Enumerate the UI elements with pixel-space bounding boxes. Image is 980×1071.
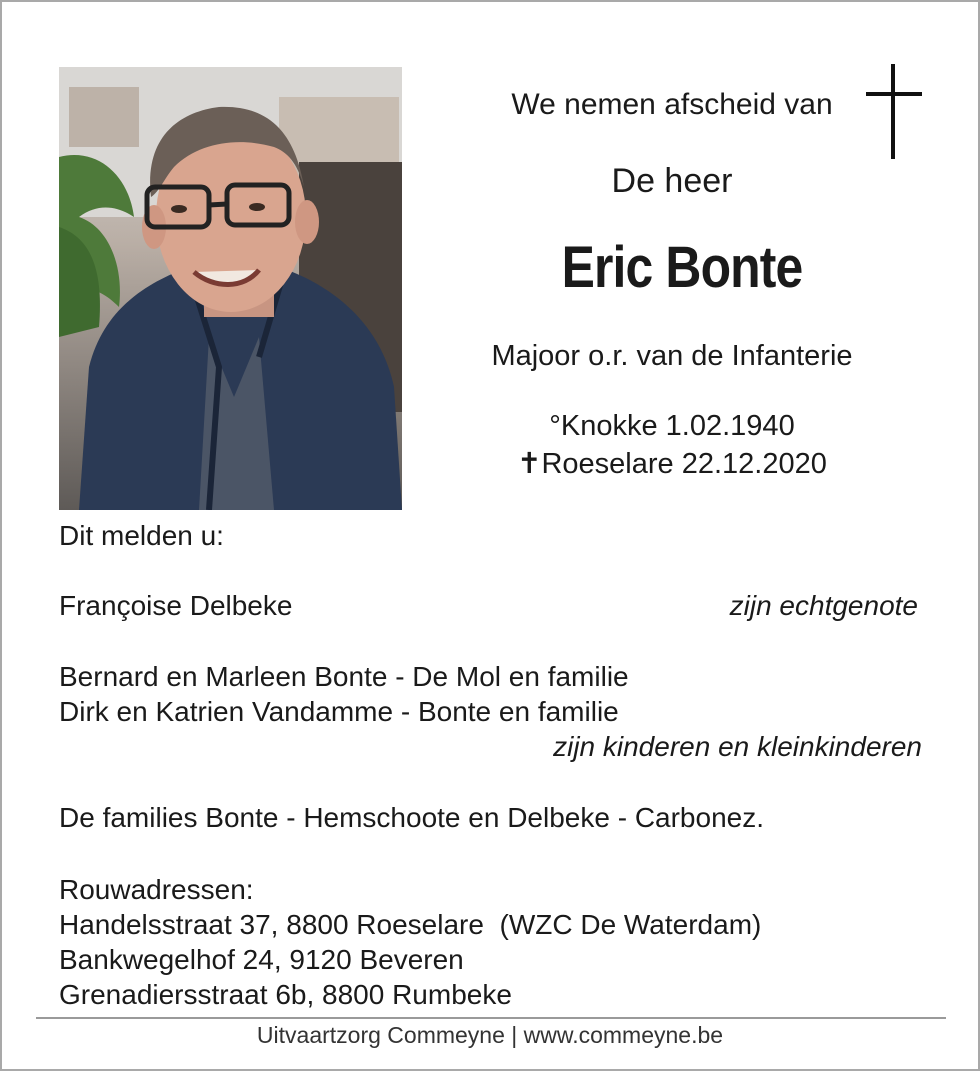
spouse-role: zijn echtgenote bbox=[729, 590, 918, 621]
deceased-name: Eric Bonte bbox=[561, 235, 803, 300]
address-line: Grenadiersstraat 6b, 8800 Rumbeke bbox=[59, 979, 512, 1010]
birth-date: °Knokke 1.02.1940 bbox=[549, 410, 795, 442]
families-text: De families Bonte - Hemschoote en Delbeke - Carbonez. bbox=[59, 802, 765, 833]
child-line: Dirk en Katrien Vandamme - Bonte en familie bbox=[59, 696, 619, 727]
announce-text: Dit melden u: bbox=[59, 520, 224, 551]
portrait-photo bbox=[59, 67, 402, 510]
address-line: Bankwegelhof 24, 9120 Beveren bbox=[59, 944, 464, 975]
rank-text: Majoor o.r. van de Infanterie bbox=[491, 340, 853, 372]
footer-text: Uitvaartzorg Commeyne | www.commeyne.be bbox=[256, 1022, 724, 1048]
address-line: Handelsstraat 37, 8800 Roeselare (WZC De Waterdam) bbox=[59, 909, 762, 940]
intro-text: We nemen afscheid van bbox=[511, 88, 833, 121]
child-line: Bernard en Marleen Bonte - De Mol en familie bbox=[59, 661, 629, 692]
addresses-label: Rouwadressen: bbox=[59, 874, 254, 905]
children-role: zijn kinderen en kleinkinderen bbox=[553, 731, 922, 762]
spouse-name: Françoise Delbeke bbox=[59, 590, 293, 621]
title-text: De heer bbox=[611, 162, 733, 200]
death-date: ✝Roeselare 22.12.2020 bbox=[517, 448, 827, 480]
footer-divider bbox=[36, 1017, 946, 1019]
